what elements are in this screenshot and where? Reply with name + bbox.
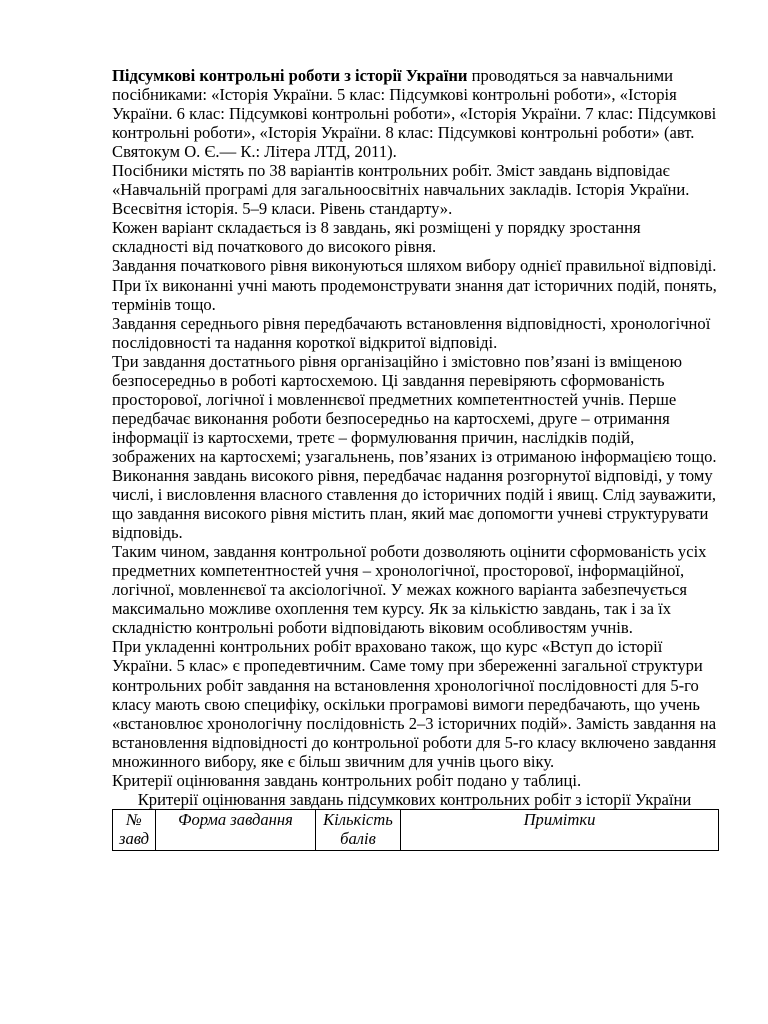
paragraph-high-level: Виконання завдань високого рівня, передбачає надання розгорнутої відповіді, у тому числі, і висловлення власного ставлення до історичних подій і явищ. Слід зауважити, що завдання високого рівня містить план, який має допомогти учневі структурувати відповідь. xyxy=(112,465,717,543)
header-form: Форма завдання xyxy=(156,809,316,850)
header-notes: Примітки xyxy=(401,809,719,850)
criteria-table xyxy=(112,809,719,851)
paragraph-structure: Кожен варіант складається із 8 завдань, які розміщені у порядку зростання складності від початкового до високого рівня. xyxy=(112,218,641,257)
paragraph-grade5: При укладенні контрольних робіт враховано також, що курс «Вступ до історії України. 5 клас» є пропедевтичним. Саме тому при збереженні загальної структури контрольних робіт завдання на встановлення хронологічної послідовності для 5-го класу мають свою специфіку, оскільки програмові вимоги передбачають, що учень «встановлює хронологічну послідовність 2–3 історичних подій». Замість завдання на встановлення відповідності до контрольної роботи для 5-го класу включено завдання множинного вибору, яке є більш звичним для учнів цього віку. xyxy=(112,637,717,771)
document-page xyxy=(112,66,717,851)
paragraph-middle-level: Завдання середнього рівня передбачають встановлення відповідності, хронологічної послідовності та надання короткої відкритої відповіді. xyxy=(112,313,711,352)
table-header-row xyxy=(113,809,719,850)
paragraph-initial-level: Завдання початкового рівня виконуються шляхом вибору однієї правильної відповіді. При їх виконанні учні мають продемонструвати знання дат історичних подій, понять, термінів тощо. xyxy=(112,256,717,314)
intro-paragraph xyxy=(112,66,717,161)
paragraph-manuals: Посібники містять по 38 варіантів контрольних робіт. Зміст завдань відповідає «Навчальній програмі для загальноосвітніх навчальних закладів. Історія України. Всесвітня історія. 5–9 класи. Рівень стандарту». xyxy=(112,161,690,219)
intro-bold-lead: Підсумкові контрольні роботи з історії України xyxy=(112,66,468,85)
paragraph-competences: Таким чином, завдання контрольної роботи дозволяють оцінити сформованість усіх предметних компетентностей учня – хронологічної, просторової, інформаційної, логічної, мовленнєвої та аксіологічної. У межах кожного варіанта забезпечується максимально можливе охоплення тем курсу. Як за кількістю завдань, так і за їх складністю контрольні роботи відповідають віковим особливостям учнів. xyxy=(112,542,707,638)
header-points: Кількість балів xyxy=(316,809,401,850)
table-title: Критерії оцінювання завдань підсумкових контрольних робіт з історії України xyxy=(137,789,692,809)
header-number: № завд xyxy=(113,809,156,850)
paragraph-sufficient-level: Три завдання достатнього рівня організаційно і змістовно пов’язані із вміщеною безпосередньо в роботі картосхемою. Ці завдання перевіряють сформованість просторової, логічної і мовленнєвої предметних компетентностей учнів. Перше передбачає виконання роботи безпосередньо на картосхемі, друге – отримання інформації із картосхеми, третє – формулювання причин, наслідків подій, зображених на картосхемі; узагальнень, пов’язаних із отриманою інформацією тощо. xyxy=(112,351,717,466)
intro-rest: проводяться за навчальними посібниками: «Історія України. 5 клас: Підсумкові контрольні роботи», «Історія України. 6 клас: Підсумкові контрольні роботи», «Історія України. 7 клас: Підсумкові контрольні роботи», «Історія України. 8 клас: Підсумкові контрольні роботи» (авт. Святокум О. Є.— К.: Літера ЛТД, 2011). xyxy=(112,66,717,162)
paragraph-criteria-intro: Критерії оцінювання завдань контрольних робіт подано у таблиці. xyxy=(112,770,582,790)
